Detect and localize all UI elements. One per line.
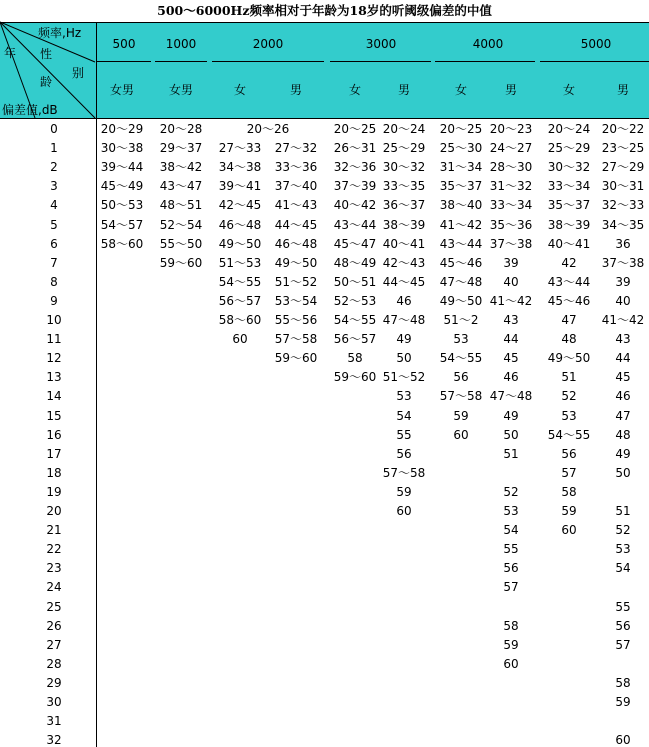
table-cell: 32～33 (601, 198, 645, 213)
table-cell: 33～34 (489, 198, 533, 213)
sex-header: 男 (504, 83, 517, 97)
table-cell: 57～58 (274, 332, 318, 347)
table-cell: 52 (561, 389, 577, 404)
sex-header: 女 (454, 83, 467, 97)
table-cell: 34～38 (218, 160, 262, 175)
table-cell: 53～54 (274, 293, 318, 308)
table-cell: 33～36 (274, 160, 318, 175)
table-cell: 50 (615, 465, 631, 480)
table-cell: 43～44 (439, 236, 483, 251)
table-cell: 49～50 (274, 255, 318, 270)
table-cell: 47～48 (382, 313, 426, 327)
table-cell: 38～42 (159, 160, 203, 175)
table-cell: 56 (396, 446, 412, 461)
table-cell: 47～48 (489, 389, 533, 404)
table-cell: 37～40 (274, 179, 318, 194)
table-cell: 20～28 (159, 122, 203, 136)
corner-deviation-label: 偏差值,dB (2, 103, 58, 117)
table-cell: 57～58 (439, 389, 483, 404)
table-cell: 43～44 (547, 274, 591, 289)
table-cell: 45 (615, 370, 631, 385)
table-cell: 46 (615, 389, 631, 404)
table-cell: 42～45 (218, 198, 262, 213)
corner-bie-label: 别 (72, 66, 85, 80)
sex-header: 女 (233, 83, 246, 97)
table-cell: 33～35 (382, 179, 426, 194)
deviation-value: 0 (50, 122, 58, 136)
deviation-value: 5 (50, 217, 58, 232)
table-cell: 58 (347, 351, 363, 366)
table-cell: 38～40 (439, 198, 483, 213)
table-cell: 60 (453, 427, 469, 442)
table-cell: 36 (615, 236, 631, 251)
table-cell: 49～50 (547, 351, 591, 366)
table-cell: 43 (615, 332, 631, 347)
table-cell: 25～29 (547, 141, 591, 156)
deviation-value: 16 (46, 427, 62, 442)
table-cell: 41～42 (489, 293, 533, 308)
table-cell: 59 (615, 695, 631, 709)
table-cell: 45～46 (547, 293, 591, 308)
table-cell: 40～42 (333, 198, 377, 213)
table-cell: 27～32 (274, 141, 318, 156)
table-cell: 40 (503, 274, 519, 289)
deviation-value: 1 (50, 141, 58, 156)
deviation-value: 11 (46, 332, 62, 347)
table-cell: 43～47 (159, 179, 203, 194)
table-cell: 46 (396, 293, 412, 308)
deviation-value: 4 (50, 198, 58, 213)
sex-header: 女 (562, 83, 575, 97)
table-cell: 60 (503, 656, 519, 671)
table-cell: 39～44 (100, 160, 144, 175)
table-cell: 31～34 (439, 160, 483, 175)
table-cell: 52～54 (159, 217, 203, 232)
table-cell: 53 (615, 542, 631, 557)
table-cell: 54～55 (218, 274, 262, 289)
table-cell: 38～39 (547, 217, 591, 232)
frequency-header: 1000 (165, 37, 197, 51)
deviation-value: 7 (50, 255, 58, 270)
sex-header: 男 (397, 83, 410, 97)
deviation-value: 3 (50, 179, 58, 194)
table-cell: 59～60 (274, 351, 318, 366)
table-cell: 40～41 (382, 236, 426, 251)
table-cell: 41～42 (439, 217, 483, 232)
table-cell: 57 (503, 580, 519, 595)
deviation-value: 23 (46, 561, 62, 576)
table-cell: 55 (503, 542, 519, 557)
table-cell: 60 (396, 504, 412, 518)
table-cell: 56 (503, 561, 519, 576)
deviation-value: 17 (46, 446, 62, 461)
table-cell: 60 (561, 523, 577, 538)
table-cell: 56 (561, 446, 577, 461)
corner-sex-label: 性 (40, 47, 53, 61)
table-cell: 54 (503, 523, 519, 538)
table-cell: 52 (503, 484, 519, 499)
table-cell: 54 (396, 408, 412, 423)
table-cell: 48 (561, 332, 577, 347)
table-cell: 50 (503, 427, 519, 442)
table-cell: 42 (561, 255, 577, 270)
table-cell: 41～43 (274, 198, 318, 213)
table-cell: 50 (396, 351, 412, 366)
table-cell: 51～52 (382, 370, 426, 385)
table-cell: 39 (615, 274, 631, 289)
table-cell: 45 (503, 351, 519, 366)
table-cell: 39～41 (218, 179, 262, 194)
table-cell: 49 (396, 332, 412, 347)
table-cell: 53 (561, 408, 577, 423)
table-cell: 20～23 (489, 122, 533, 136)
table-cell: 30～32 (547, 160, 591, 175)
table-cell: 50～51 (333, 274, 377, 289)
table-cell: 51 (615, 504, 631, 518)
table-cell: 53 (503, 504, 519, 518)
table-cell: 31～32 (489, 179, 533, 194)
table-cell: 30～31 (601, 179, 645, 194)
table-cell: 45～47 (333, 236, 377, 251)
deviation-value: 22 (46, 542, 62, 557)
table-cell: 54～55 (333, 313, 377, 327)
frequency-header: 2000 (252, 37, 284, 51)
table-title: 500～6000Hz频率相对于年龄为18岁的听阈级偏差的中值 (157, 3, 492, 18)
table-cell: 35～37 (547, 198, 591, 213)
table-cell: 36～37 (382, 198, 426, 213)
corner-age-label: 龄 (40, 75, 53, 89)
table-cell: 53 (453, 332, 469, 347)
table-cell: 35～36 (489, 217, 533, 232)
table-cell: 20～24 (547, 122, 591, 136)
frequency-header: 500 (112, 37, 136, 51)
table-cell: 50～53 (100, 198, 144, 213)
table-cell: 47～48 (439, 274, 483, 289)
table-cell: 54～57 (100, 217, 144, 232)
table-cell: 47 (561, 313, 577, 327)
table-cell: 59 (503, 637, 519, 652)
table-cell: 48 (615, 427, 631, 442)
table-cell: 44 (503, 332, 519, 347)
corner-freq-label: 频率,Hz (38, 26, 82, 40)
sex-header: 女男 (168, 83, 193, 97)
deviation-value: 31 (46, 714, 62, 729)
table-cell: 57 (615, 637, 631, 652)
table-cell: 35～37 (439, 179, 483, 194)
table-cell: 25～30 (439, 141, 483, 156)
table-cell: 47 (615, 408, 631, 423)
table-cell: 59 (561, 504, 577, 518)
deviation-value: 14 (46, 389, 62, 404)
frequency-header: 5000 (580, 37, 612, 51)
table-cell: 33～34 (547, 179, 591, 194)
table-cell: 56～57 (218, 293, 262, 308)
table-cell: 45～46 (439, 255, 483, 270)
deviation-value: 15 (46, 408, 62, 423)
table-cell: 52～53 (333, 293, 377, 308)
deviation-value: 12 (46, 351, 62, 366)
table-cell: 42～43 (382, 255, 426, 270)
table-cell: 57～58 (382, 465, 426, 480)
deviation-value: 32 (46, 733, 62, 747)
deviation-value: 26 (46, 618, 62, 633)
sex-header: 男 (289, 83, 302, 97)
table-cell: 52 (615, 523, 631, 538)
table-cell: 28～30 (489, 160, 533, 175)
table-cell: 44～45 (274, 217, 318, 232)
table-cell: 58 (615, 675, 631, 690)
deviation-value: 27 (46, 637, 62, 652)
table-cell: 53 (396, 389, 412, 404)
table-cell: 55～56 (274, 313, 318, 327)
table-cell: 40 (615, 293, 631, 308)
deviation-value: 9 (50, 293, 58, 308)
deviation-value: 24 (46, 580, 62, 595)
table-cell: 58 (561, 484, 577, 499)
table-cell: 30～32 (382, 160, 426, 175)
table-cell: 54 (615, 561, 631, 576)
deviation-value: 18 (46, 465, 62, 480)
table-cell: 20～29 (100, 122, 144, 136)
table-cell: 54～55 (439, 351, 483, 366)
deviation-value: 8 (50, 274, 58, 289)
deviation-value: 29 (46, 675, 62, 690)
table-cell: 23～25 (601, 141, 645, 156)
table-cell: 59 (453, 408, 469, 423)
table-cell: 25～29 (382, 141, 426, 156)
deviation-value: 10 (46, 313, 62, 327)
table-cell: 55 (615, 599, 631, 614)
deviation-value: 13 (46, 370, 62, 385)
table-cell: 59～60 (333, 370, 377, 385)
deviation-value: 20 (46, 504, 62, 518)
table-cell: 43 (503, 313, 519, 327)
table-cell: 27～33 (218, 141, 262, 156)
table-cell: 57 (561, 465, 577, 480)
table-cell: 44～45 (382, 274, 426, 289)
table-cell: 49 (615, 446, 631, 461)
table-cell: 20～24 (382, 122, 426, 136)
deviation-value: 2 (50, 160, 58, 175)
table-cell: 41～42 (601, 313, 645, 327)
table-cell: 55 (396, 427, 412, 442)
table-cell: 45～49 (100, 179, 144, 194)
table-cell: 51～52 (274, 274, 318, 289)
sex-header: 女男 (109, 83, 134, 97)
sex-header: 女 (348, 83, 361, 97)
table-cell: 43～44 (333, 217, 377, 232)
table-cell: 54～55 (547, 427, 591, 442)
table-cell: 46 (503, 370, 519, 385)
table-cell: 51～2 (443, 313, 479, 327)
table-cell: 58～60 (218, 313, 262, 327)
table-cell: 20～25 (333, 122, 377, 136)
table-cell: 51 (561, 370, 577, 385)
table-cell: 27～29 (601, 160, 645, 175)
table-cell: 26～31 (333, 141, 377, 156)
table-cell: 55～50 (159, 236, 203, 251)
table-cell: 60 (615, 733, 631, 747)
table-cell: 56～57 (333, 332, 377, 347)
deviation-value: 6 (50, 236, 58, 251)
table-cell: 37～39 (333, 179, 377, 194)
table-cell: 37～38 (489, 236, 533, 251)
table-cell: 20～22 (601, 122, 645, 136)
table-cell: 58～60 (100, 236, 144, 251)
table-cell: 34～35 (601, 217, 645, 232)
frequency-header: 4000 (472, 37, 504, 51)
deviation-value: 28 (46, 656, 62, 671)
deviation-value: 19 (46, 484, 62, 499)
table-cell: 59～60 (159, 255, 203, 270)
table-cell: 48～51 (159, 198, 203, 213)
deviation-value: 25 (46, 599, 62, 614)
table-cell: 24～27 (489, 141, 533, 156)
table-cell: 49 (503, 408, 519, 423)
table-cell: 60 (232, 332, 248, 347)
table-cell: 51 (503, 446, 519, 461)
table-cell: 59 (396, 484, 412, 499)
sex-header: 男 (616, 83, 629, 97)
table-cell: 37～38 (601, 255, 645, 270)
table-cell: 29～37 (159, 141, 203, 156)
table-cell: 56 (453, 370, 469, 385)
deviation-value: 30 (46, 695, 62, 709)
corner-year-label: 年 (4, 46, 17, 60)
table-cell: 49～50 (218, 236, 262, 251)
table-cell: 30～38 (100, 141, 144, 156)
table-cell: 49～50 (439, 293, 483, 308)
table-cell: 20～26 (246, 122, 290, 136)
table-cell: 58 (503, 618, 519, 633)
table-cell: 40～41 (547, 236, 591, 251)
table-cell: 48～49 (333, 255, 377, 270)
deviation-value: 21 (46, 523, 62, 538)
table-cell: 20～25 (439, 122, 483, 136)
table-cell: 32～36 (333, 160, 377, 175)
table-cell: 38～39 (382, 217, 426, 232)
table-cell: 46～48 (218, 217, 262, 232)
table-cell: 46～48 (274, 236, 318, 251)
table-cell: 56 (615, 618, 631, 633)
table-cell: 51～53 (218, 255, 262, 270)
frequency-header: 3000 (365, 37, 397, 51)
table-cell: 39 (503, 255, 519, 270)
table-cell: 44 (615, 351, 631, 366)
